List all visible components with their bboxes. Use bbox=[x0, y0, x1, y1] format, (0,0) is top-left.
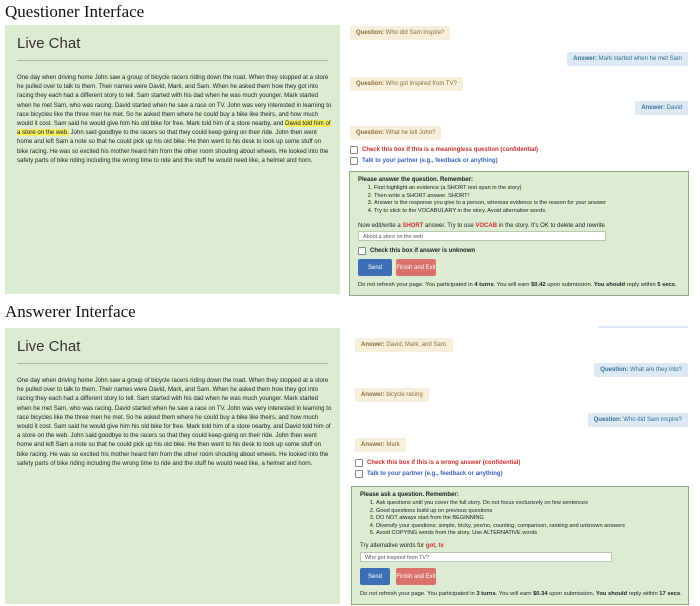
send-button[interactable]: Send bbox=[360, 568, 390, 585]
answerer-chat-panel bbox=[5, 328, 340, 604]
answer-unknown-checkbox[interactable]: Check this box if answer is unknown bbox=[358, 247, 475, 255]
questioner-chat-panel bbox=[5, 25, 340, 294]
chat-message-question: Question: What he tell John? bbox=[350, 126, 441, 140]
chat-scroll-edge bbox=[598, 326, 688, 328]
checkbox-box[interactable] bbox=[350, 157, 358, 165]
send-button[interactable]: Send bbox=[358, 259, 392, 276]
chat-message-answer: Answer: Mark bbox=[355, 438, 406, 452]
chat-message-question: Question: Who got inspired from TV? bbox=[350, 77, 463, 91]
chat-message-answer: Answer: bicycle racing bbox=[355, 388, 429, 402]
checkbox-box[interactable] bbox=[355, 459, 363, 467]
chat-message-answer: Answer: David bbox=[635, 101, 688, 115]
instruction-item: 3. Answer is the response you give to a person, whereas evidence is the reason for your answer bbox=[374, 200, 606, 208]
finish-and-exit-button[interactable]: Finish and Exit bbox=[396, 568, 436, 585]
story-text[interactable] bbox=[17, 73, 332, 165]
story-text[interactable]: One day when driving home John saw a group of bicycle racers riding down the road. When they stopped at a store he pulled over to talk to them. Their names were David, Mark, and Sam. When he asked them how they got into racing they each had a different story to tell. Sam started with his dad when he was much younger. Mark started when he met Sam, who was racing. David started when he saw a race on TV. John was very interested in learning to race bicycles like the three men he met. So he asked them where he could buy a bike like theirs, and how much would it cost. Sam said he would give him his old bike for free. Mark told him of a store nearby, and David told him of a store on the web. John said goodbye to the racers so that they could keep going on their ride. John then went home and left Sam a note so that he could pick up his old bike. He then went to his desk to look up some stuff on bike racing. He was so excited his mother heard him from the other room shouting about wheels. He looked into the safety parts of bike riding including the wrong time to ride and the stuff he would need like, a helmet and horn. bbox=[17, 377, 332, 467]
instructions-title: Please answer the question. Remember: bbox=[358, 177, 474, 183]
question-instructions-panel bbox=[351, 486, 689, 605]
wrong-answer-checkbox[interactable]: Check this box if this is a wrong answer (confidential) bbox=[355, 459, 520, 467]
live-chat-title: Live Chat bbox=[17, 338, 81, 355]
answer-instructions-panel bbox=[349, 171, 689, 296]
chat-message-answer: Answer: Mark started when he met Sam bbox=[567, 52, 688, 66]
answer-input[interactable]: About a store on the web bbox=[358, 231, 606, 241]
meaningless-question-checkbox[interactable]: Check this box if this is a meaningless question (confidential) bbox=[350, 146, 538, 154]
chat-message-question: Question: What are they into? bbox=[594, 363, 688, 377]
instruction-item: 1. First highlight an evidence (a SHORT text span in the story) bbox=[374, 185, 606, 193]
title-divider bbox=[17, 363, 328, 364]
answerer-heading: Answerer Interface bbox=[5, 302, 136, 321]
edit-answer-label: Now edit/write a SHORT answer. Try to use VOCAB in the story. It's OK to delete and rewrite bbox=[358, 223, 605, 229]
title-divider bbox=[17, 60, 328, 61]
instruction-item: 5. Avoid COPYING words from the story. Use ALTERNATIVE words bbox=[376, 530, 625, 538]
live-chat-title: Live Chat bbox=[17, 35, 81, 52]
alternative-words-label: Try alternative words for got, tv bbox=[360, 543, 444, 549]
question-input[interactable]: Who got inspired from TV? bbox=[360, 552, 612, 562]
instruction-item: 4. Diversify your questions: simple, tricky, yes/no, counting, comparison, ranking and unknown answers bbox=[376, 523, 625, 531]
instruction-item: 2. Then write a SHORT answer. SHORT! bbox=[374, 193, 606, 201]
talk-to-partner-checkbox[interactable]: Talk to your partner (e.g., feedback or anything) bbox=[355, 470, 503, 478]
chat-message-question: Question: Who did Sam inspire? bbox=[350, 26, 450, 40]
checkbox-box[interactable] bbox=[358, 247, 366, 255]
story-after: John said goodbye to the racers so that they could keep going on their ride. John then went home and left Sam a note so that he could pick up his old bike. He then went to his desk to look up some stuff on bike racing. He was so excited his mother heard him from the other room shouting about wheels. He looked into the safety parts of bike riding including the wrong time to ride and the stuff he would need like, a helmet and horn. bbox=[17, 129, 329, 164]
instruction-item: 4. Try to stick to the VOCABULARY in the story. Avoid alternative words. bbox=[374, 208, 606, 216]
checkbox-box[interactable] bbox=[350, 146, 358, 154]
instructions-list bbox=[364, 500, 625, 538]
instructions-list bbox=[362, 185, 606, 215]
status-footer: Do not refresh your page. You participated in 4 turns. You will earn $0.42 upon submission. You should reply within 5 secs. bbox=[358, 282, 677, 288]
talk-to-partner-checkbox[interactable]: Talk to your partner (e.g., feedback or anything) bbox=[350, 157, 498, 165]
chat-message-answer: Answer: David, Mark, and Sam. bbox=[355, 338, 453, 352]
instructions-title: Please ask a question. Remember: bbox=[360, 492, 459, 498]
checkbox-box[interactable] bbox=[355, 470, 363, 478]
instruction-item: 3. DO NOT always start from the BEGINNING bbox=[376, 515, 625, 523]
status-footer: Do not refresh your page. You participated in 3 turns. You will earn $0.34 upon submission. You should reply within 17 secs. bbox=[360, 591, 682, 597]
finish-and-exit-button[interactable]: Finish and Exit bbox=[396, 259, 436, 276]
instruction-item: 1. Ask questions until you cover the full story. Do not focus exclusively on few sentences bbox=[376, 500, 625, 508]
instruction-item: 2. Good questions build up on previous questions bbox=[376, 508, 625, 516]
story-before: One day when driving home John saw a group of bicycle racers riding down the road. When they stopped at a store he pulled over to talk to them. Their names were David, Mark, and Sam. When he asked them how they got into racing they each had a different story to tell. Sam started with his dad when he was much younger. Mark started when he met Sam, who was racing. David started when he saw a race on TV. John was very interested in learning to race bicycles like the three men he met. So he asked them where he could buy a bike like theirs, and how much would it cost. Sam said he would give him his old bike for free. Mark told him of a store nearby, and bbox=[17, 74, 332, 128]
questioner-heading: Questioner Interface bbox=[5, 2, 145, 21]
chat-message-question: Question: Who did Sam inspire? bbox=[588, 413, 688, 427]
highlighted-evidence: David told him of a store on the web. bbox=[17, 120, 331, 137]
